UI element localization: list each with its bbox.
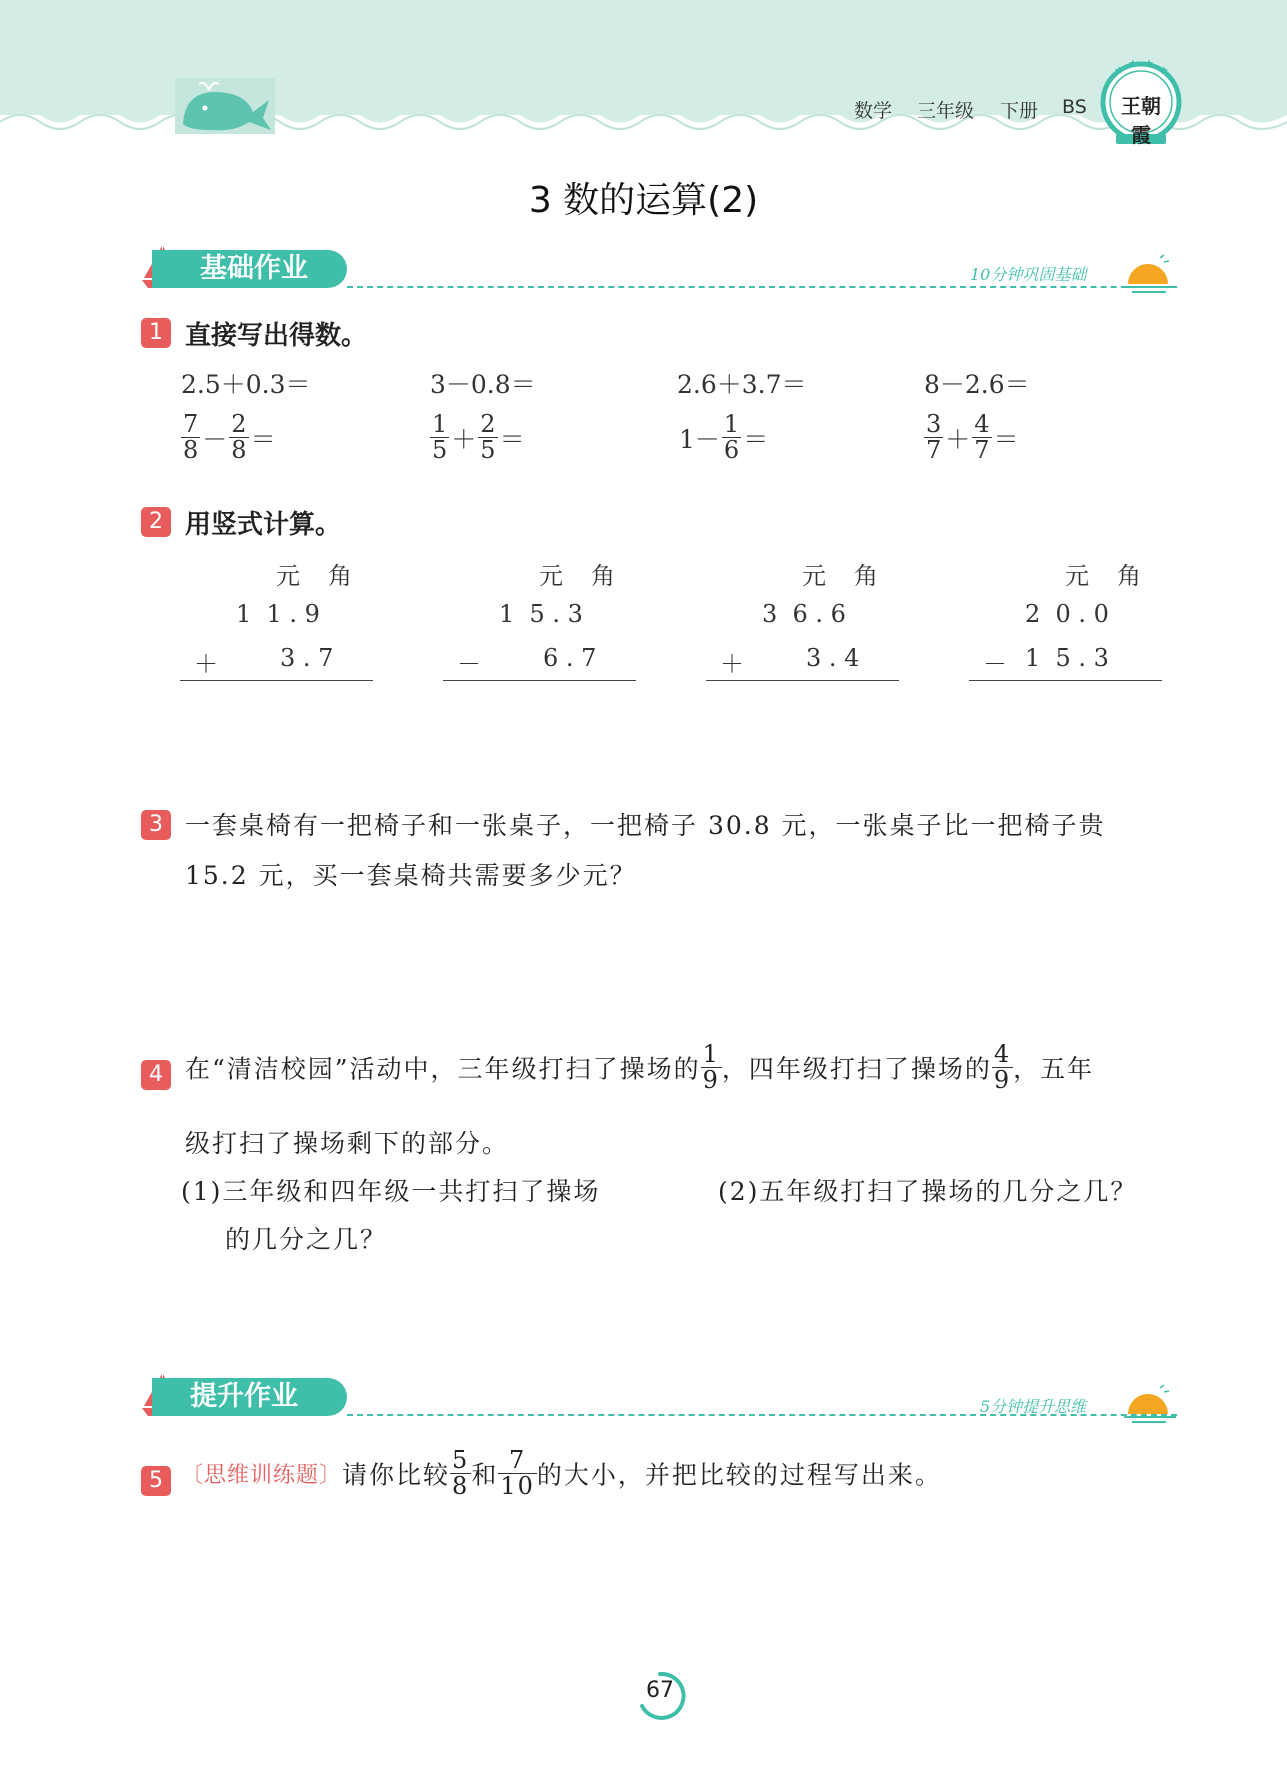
section-basic-divider bbox=[347, 286, 1177, 288]
sunset-icon bbox=[1122, 1382, 1178, 1426]
brand-logo bbox=[1100, 58, 1182, 146]
q4-seg-1: 在“清洁校园”活动中，三年级打扫了操场的 bbox=[185, 1054, 701, 1084]
question-number-3: 3 bbox=[141, 810, 171, 840]
calc-line bbox=[180, 680, 373, 681]
q3-line-2: 15.2 元，买一套桌椅共需要多少元？ bbox=[185, 861, 637, 890]
fraction: $\frac{2}{8}$ bbox=[231, 410, 247, 465]
subtrahend: 6 . 7 bbox=[543, 644, 597, 672]
operator-sign: － bbox=[983, 650, 1007, 678]
q5-seg-3: 的大小，并把比较的过程写出来。 bbox=[536, 1460, 942, 1490]
svg-text:★: ★ bbox=[1159, 64, 1169, 77]
subtrahend: 1 5 . 3 bbox=[1025, 644, 1109, 672]
svg-text:★: ★ bbox=[1144, 58, 1154, 70]
addend-top: 3 6 . 6 bbox=[762, 600, 846, 628]
minuend: 2 0 . 0 bbox=[1025, 600, 1109, 628]
brand-name: 王朝霞 bbox=[1121, 94, 1161, 147]
question-number-4: 4 bbox=[141, 1060, 171, 1090]
unit-jiao: 角 bbox=[1117, 562, 1141, 590]
unit-jiao: 角 bbox=[591, 562, 615, 590]
question-number-5: 5 bbox=[141, 1466, 171, 1496]
section-advanced-label: 提升作业 bbox=[190, 1381, 298, 1412]
fraction: $\frac{2}{5}$ bbox=[480, 410, 496, 465]
addend-bottom: 3 . 7 bbox=[280, 644, 334, 672]
vertical-calc-1 bbox=[180, 556, 373, 686]
vertical-calc-4 bbox=[969, 556, 1162, 686]
unit-yuan: 元 bbox=[1065, 562, 1089, 590]
q5-line bbox=[181, 1448, 942, 1499]
q4-seg-3: ，五年 bbox=[1013, 1054, 1095, 1084]
header-volume: 下册 bbox=[1000, 100, 1039, 122]
svg-text:★: ★ bbox=[1128, 58, 1138, 70]
svg-text:★: ★ bbox=[1114, 64, 1124, 77]
section-advanced-note: 5分钟提升思维 bbox=[980, 1397, 1087, 1416]
q1-expr-3: 2.6＋3.7＝ bbox=[677, 370, 807, 399]
fraction: $\frac{4}{7}$ bbox=[974, 410, 990, 465]
q5-tag: 〔思维训练题〕 bbox=[181, 1463, 343, 1489]
q1-frac-expr-4: $\frac{3}{7}$ ＋ $\frac{4}{7}$ ＝ bbox=[926, 410, 1019, 465]
q4-sub1-line-2: 的几分之几？ bbox=[225, 1225, 388, 1254]
fraction: $\frac{1}{5}$ bbox=[432, 410, 448, 465]
operator-sign: － bbox=[457, 650, 481, 678]
q4-sub2: (2)五年级打扫了操场的几分之几？ bbox=[718, 1177, 1138, 1206]
q5-seg-2: 和 bbox=[471, 1460, 499, 1490]
unit-yuan: 元 bbox=[539, 562, 563, 590]
page-title: 3 数的运算(2) bbox=[528, 180, 759, 221]
fraction-one-ninth: $\frac{1}{9}$ bbox=[702, 1040, 720, 1095]
calc-line bbox=[443, 680, 636, 681]
fraction-five-eighths: $\frac{5}{8}$ bbox=[452, 1446, 470, 1501]
q1-expr-2: 3－0.8＝ bbox=[430, 370, 536, 399]
operator-sign: ＋ bbox=[194, 650, 218, 678]
q1-title: 直接写出得数。 bbox=[185, 321, 368, 351]
addend-bottom: 3 . 4 bbox=[806, 644, 860, 672]
q1-frac-expr-1: $\frac{7}{8}$ － $\frac{2}{8}$ ＝ bbox=[183, 410, 276, 465]
header-grade: 三年级 bbox=[917, 100, 975, 122]
fraction: $\frac{7}{8}$ bbox=[183, 410, 199, 465]
header-edition: BS bbox=[1062, 96, 1087, 118]
question-number-2: 2 bbox=[141, 507, 171, 537]
addend-top: 1 1 . 9 bbox=[236, 600, 320, 628]
fraction-four-ninths: $\frac{4}{9}$ bbox=[993, 1040, 1012, 1095]
q1-frac-expr-2: $\frac{1}{5}$ ＋ $\frac{2}{5}$ ＝ bbox=[432, 410, 525, 465]
question-number-1: 1 bbox=[141, 318, 171, 348]
vertical-calc-3 bbox=[706, 556, 899, 686]
q4-sub1-line-1: (1)三年级和四年级一共打扫了操场 bbox=[181, 1177, 601, 1206]
unit-yuan: 元 bbox=[802, 562, 826, 590]
q1-expr-4: 8－2.6＝ bbox=[924, 370, 1030, 399]
q4-line-1 bbox=[185, 1042, 1094, 1093]
q4-line-2: 级打扫了操场剩下的部分。 bbox=[185, 1129, 510, 1158]
vertical-calc-2 bbox=[443, 556, 636, 686]
fraction-seven-tenths: $\frac{7}{10}$ bbox=[500, 1446, 535, 1501]
section-basic-label: 基础作业 bbox=[200, 253, 308, 284]
page-number: 67 bbox=[646, 1678, 674, 1703]
q1-frac-expr-3: 1－ $\frac{1}{6}$ ＝ bbox=[679, 410, 769, 465]
q4-seg-2: ，四年级打扫了操场的 bbox=[721, 1054, 992, 1084]
q3-line-1: 一套桌椅有一把椅子和一张桌子，一把椅子 30.8 元，一张桌子比一把椅子贵 bbox=[185, 811, 1106, 840]
fraction: $\frac{3}{7}$ bbox=[926, 410, 942, 465]
operator-sign: ＋ bbox=[720, 650, 744, 678]
whale-illustration bbox=[175, 78, 275, 134]
q5-seg-1: 请你比较 bbox=[342, 1460, 451, 1490]
section-basic-banner bbox=[152, 250, 347, 288]
header-subject: 数学 bbox=[854, 100, 893, 122]
sunset-icon bbox=[1122, 252, 1178, 296]
minuend: 1 5 . 3 bbox=[499, 600, 583, 628]
calc-line bbox=[969, 680, 1162, 681]
q2-title: 用竖式计算。 bbox=[185, 510, 342, 540]
unit-jiao: 角 bbox=[328, 562, 352, 590]
unit-yuan: 元 bbox=[276, 562, 300, 590]
calc-line bbox=[706, 680, 899, 681]
fraction: $\frac{1}{6}$ bbox=[723, 410, 740, 465]
section-basic-note: 10分钟巩固基础 bbox=[970, 265, 1087, 284]
q1-expr-1: 2.5＋0.3＝ bbox=[181, 370, 311, 399]
section-advanced-banner bbox=[152, 1378, 347, 1416]
unit-jiao: 角 bbox=[854, 562, 878, 590]
